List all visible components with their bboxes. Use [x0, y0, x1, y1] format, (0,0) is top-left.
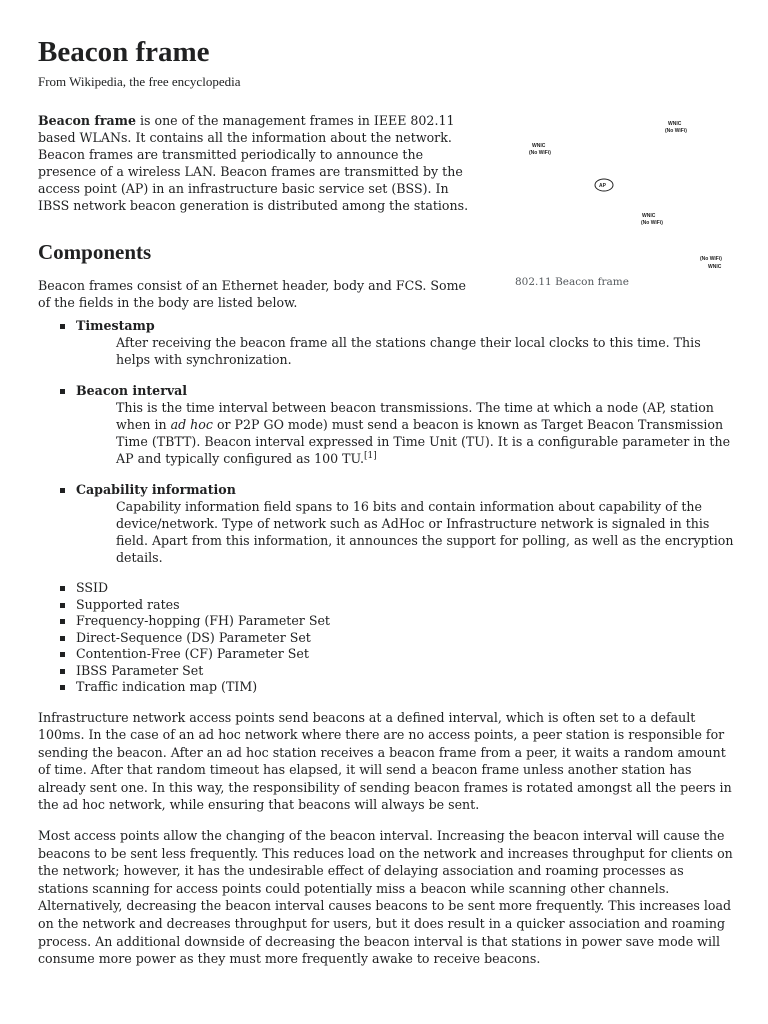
components-heading: Components	[38, 240, 152, 264]
intro-text: is one of the management frames in IEEE 802.11 based WLANs. It contains all the information about the network. Beacon frames are transmitted periodically to announce the presence of a wireless LAN. Beacon frames are transmitted by the access point (AP) in an infrastructure basic service set (BSS). In IBSS network beacon generation is distributed among the stations.	[38, 113, 469, 213]
beacon-frame-figure[interactable]	[515, 110, 730, 300]
definition-text: This is the time interval between beacon transmissions. The time at which a node (AP, station when in	[116, 400, 714, 432]
ap-node-label: AP	[599, 183, 606, 189]
list-item: IBSS Parameter Set	[38, 663, 734, 680]
definition-text: or P2P GO mode) must send a beacon is known as Target Beacon Transmission Time (TBTT). Beacon interval expressed in Time Unit (TU). It is a configurable parameter in the AP and typically configured as 100 TU.	[116, 417, 731, 466]
list-item: Traffic indication map (TIM)	[38, 679, 734, 696]
list-item: Contention-Free (CF) Parameter Set	[38, 646, 734, 663]
page-subtitle: From Wikipedia, the free encyclopedia	[38, 74, 241, 89]
wnic-node-1-line2: (No WiFi)	[665, 128, 687, 134]
field-term: Capability information	[38, 481, 734, 498]
field-definition: After receiving the beacon frame all the stations change their local clocks to this time. This helps with synchronization.	[116, 335, 701, 367]
list-item: Supported rates	[38, 597, 734, 614]
components-text: Beacon frames consist of an Ethernet header, body and FCS. Some of the fields in the body are listed below.	[38, 278, 467, 310]
reference-link[interactable]: [1]	[364, 450, 377, 461]
wnic-node-3-line1: WNIC	[642, 213, 656, 219]
network-diagram	[515, 110, 730, 275]
wnic-node-4-line2: WNIC	[708, 264, 722, 270]
list-item: Frequency-hopping (FH) Parameter Set	[38, 613, 734, 630]
body-paragraph-1: Infrastructure network access points send beacons at a defined interval, which is often set to a default 100ms. In the case of an ad hoc network where there are no access points, a peer station is responsible for sending the beacon. After an ad hoc station receives a beacon frame from a peer, it waits a random amount of time. After that random timeout has elapsed, it will send a beacon frame unless another station has already sent one. In this way, the responsibility of sending beacon frames is rotated amongst all the peers in the ad hoc network, while ensuring that beacons will always be sent.	[38, 709, 732, 813]
list-item: Direct-Sequence (DS) Parameter Set	[38, 630, 734, 647]
figure-caption: 802.11 Beacon frame	[515, 276, 629, 288]
wnic-node-3-line2: (No WiFi)	[641, 220, 663, 226]
wnic-node-2-line1: WNIC	[532, 143, 546, 149]
field-definition: Capability information field spans to 16 bits and contain information about capability of the device/network. Type of network such as AdHoc or Infrastructure network is signaled in this field. Apart from this information, it announces the support for polling, as well as the encryption details.	[116, 499, 734, 565]
field-term: Timestamp	[38, 317, 734, 334]
wnic-node-4-line1: (No WiFi)	[700, 256, 722, 262]
definition-italic: ad hoc	[170, 417, 213, 432]
intro-paragraph	[38, 112, 476, 214]
field-definitions	[38, 317, 734, 566]
field-capability-information	[38, 481, 734, 566]
field-term: Beacon interval	[38, 382, 734, 399]
field-beacon-interval	[38, 382, 734, 467]
wnic-node-2-line2: (No WiFi)	[529, 150, 551, 156]
intro-bold-term: Beacon frame	[38, 113, 136, 128]
field-list	[38, 580, 734, 696]
body-paragraph-2: Most access points allow the changing of the beacon interval. Increasing the beacon interval will cause the beacons to be sent less frequently. This reduces load on the network and increases throughput for clients on the network; however, it has the undesirable effect of delaying association and roaming processes as stations scanning for access points could potentially miss a beacon while scanning other channels. Alternatively, decreasing the beacon interval causes beacons to be sent more frequently. This increases load on the network and decreases throughput for users, but it does result in a quicker association and roaming process. An additional downside of decreasing the beacon interval is that stations in power save mode will consume more power as they must more frequently awake to receive beacons.	[38, 828, 733, 967]
wnic-node-1-line1: WNIC	[668, 121, 682, 127]
field-timestamp	[38, 317, 734, 368]
field-definition	[116, 399, 734, 467]
page-title: Beacon frame	[38, 36, 210, 68]
list-item: SSID	[38, 580, 734, 597]
